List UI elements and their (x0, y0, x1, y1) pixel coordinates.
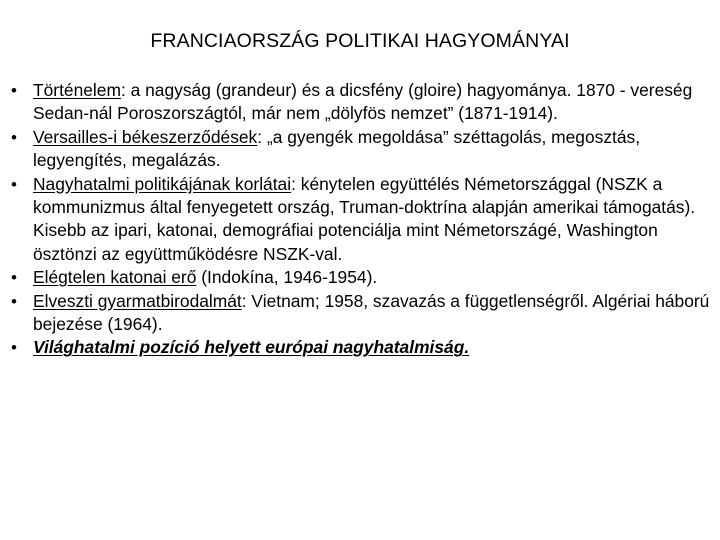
bullet-term: Elveszti gyarmatbirodalmát (33, 290, 242, 311)
bullet-icon: • (11, 81, 17, 100)
bullet-text: : kénytelen együttélés Németországgal (NSZK a kommunizmus által fenyegetett ország, Truman-doktrína alapján amerikai támogatás). Kisebb az ipari, katonai, demográfiai potenciálja mint Németországé, Washington ösztönzi az együttműködésre NSZK-val. (33, 173, 696, 264)
bullet-text: : Vietnam; 1958, szavazás a függetlenségről. Algériai háború bejezése (1964). (33, 290, 710, 335)
bullet-item-versailles (8, 126, 714, 173)
bullet-icon: • (11, 174, 17, 194)
bullet-text: : „a gyengék megoldása” széttagolás, megosztás, legyengítés, megalázás. (33, 126, 641, 171)
bullet-term: Nagyhatalmi politikájának korlátai (33, 173, 292, 194)
bullet-item-colonies (8, 290, 714, 337)
bullet-term: Elégtelen katonai erő (33, 267, 197, 288)
bullet-item-history (8, 79, 714, 126)
bullet-icon: • (11, 268, 17, 288)
bullet-text: : a nagyság (grandeur) és a dicsfény (gloire) hagyománya. 1870 - vereség Sedan-nál Poroszországtól, már nem „dölyfös nemzet” (1871-1914). (33, 80, 693, 124)
bullet-item-world-power (8, 336, 714, 359)
bullet-text: (Indokína, 1946-1954). (196, 267, 378, 288)
bullet-item-great-power-limits (8, 173, 714, 267)
bullet-list (8, 79, 714, 360)
bullet-term: Történelem (33, 80, 121, 100)
bullet-term: Versailles-i békeszerződések (33, 126, 258, 147)
bullet-icon: • (11, 338, 17, 358)
bullet-item-military (8, 266, 714, 289)
bullet-term: Világhatalmi pozíció helyett európai nagyhatalmiság. (33, 337, 470, 358)
bullet-icon: • (11, 127, 17, 147)
slide-title: FRANCIAORSZÁG POLITIKAI HAGYOMÁNYAI (150, 30, 570, 52)
bullet-icon: • (11, 291, 17, 311)
